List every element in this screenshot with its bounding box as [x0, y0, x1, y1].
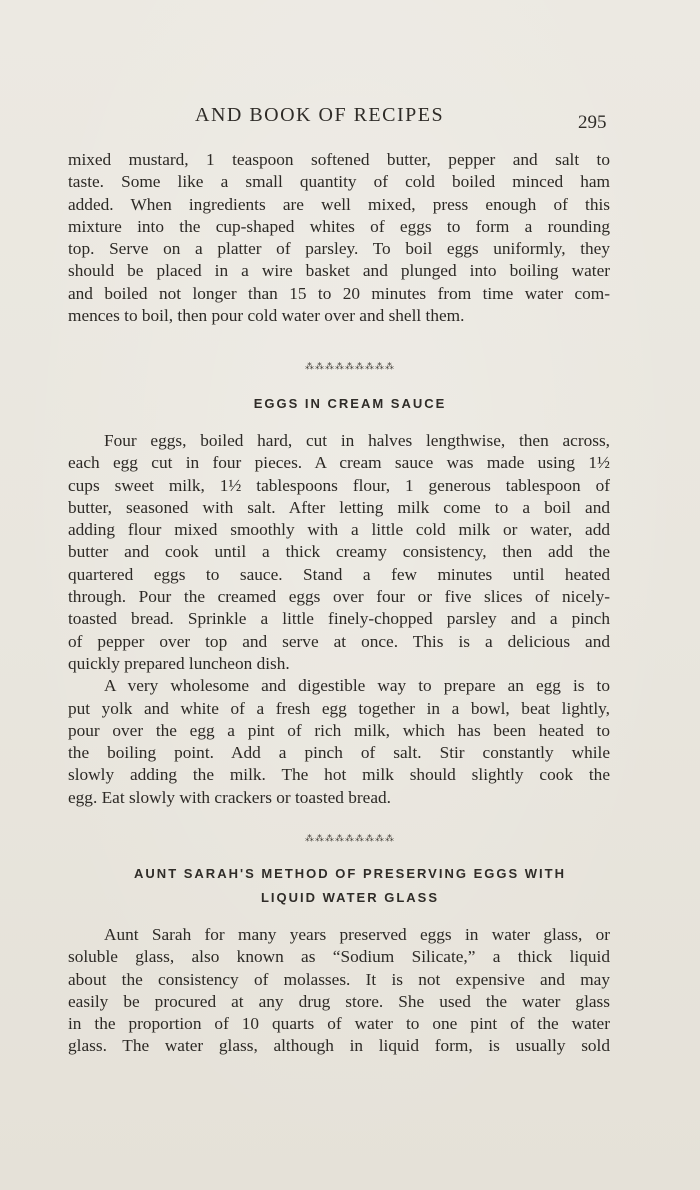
paragraph-continuation	[68, 149, 610, 327]
text-line: soluble glass, also known as “Sodium Silicate,” a thick liquid	[68, 947, 610, 967]
text-line: quickly prepared luncheon dish.	[68, 653, 290, 673]
text-line: added. When ingredients are well mixed, press enough of this	[68, 194, 610, 214]
recipe-eggs-in-cream-sauce	[68, 430, 610, 809]
text-line: about the consistency of molasses. It is not expensive and may	[68, 969, 610, 989]
section-heading-aunt-sarahs-method-line2: LIQUID WATER GLASS	[260, 890, 440, 905]
text-line: should be placed in a wire basket and plunged into boiling water	[68, 261, 610, 281]
page-number: 295	[578, 112, 607, 133]
text-line: Aunt Sarah for many years preserved eggs in water glass, or	[104, 925, 610, 944]
text-line: Four eggs, boiled hard, cut in halves lengthwise, then across,	[104, 431, 610, 450]
section-heading-eggs-in-cream-sauce: EGGS IN CREAM SAUCE	[253, 396, 447, 411]
text-line: the boiling point. Add a pinch of salt. Stir constantly while	[68, 743, 610, 763]
text-line: quartered eggs to sauce. Stand a few minutes until heated	[68, 564, 610, 584]
text-line: through. Pour the creamed eggs over four or five slices of nicely-	[68, 587, 610, 607]
text-line: of pepper over top and serve at once. This is a delicious and	[68, 631, 610, 651]
text-line: glass. The water glass, although in liquid form, is usually sold	[68, 1036, 610, 1056]
section-ornament: ⁂⁂⁂⁂⁂⁂⁂⁂⁂	[305, 362, 395, 372]
text-line: egg. Eat slowly with crackers or toasted bread.	[68, 787, 391, 807]
text-line: each egg cut in four pieces. A cream sauce was made using 1½	[68, 453, 610, 473]
text-line: mixture into the cup-shaped whites of eggs to form a rounding	[68, 216, 610, 236]
text-line: mences to boil, then pour cold water over and shell them.	[68, 306, 465, 326]
text-line: and boiled not longer than 15 to 20 minutes from time water com-	[68, 283, 610, 303]
text-line: taste. Some like a small quantity of cold boiled minced ham	[68, 172, 610, 192]
text-line: adding flour mixed smoothly with a little cold milk or water, add	[68, 520, 610, 540]
text-line: mixed mustard, 1 teaspoon softened butter, pepper and salt to	[68, 150, 610, 169]
section-heading-aunt-sarahs-method: AUNT SARAH'S METHOD OF PRESERVING EGGS WITH	[134, 866, 566, 881]
text-line: cups sweet milk, 1½ tablespoons flour, 1 generous tablespoon of	[68, 475, 610, 495]
text-line: easily be procured at any drug store. She used the water glass	[68, 991, 610, 1011]
text-line: in the proportion of 10 quarts of water to one pint of the water	[68, 1014, 610, 1034]
text-line: put yolk and white of a fresh egg together in a bowl, beat lightly,	[68, 698, 610, 718]
text-line: butter, seasoned with salt. After letting milk come to a boil and	[68, 497, 610, 517]
section-ornament: ⁂⁂⁂⁂⁂⁂⁂⁂⁂	[305, 834, 395, 844]
recipe-preserving-eggs	[68, 924, 610, 1058]
running-title: AND BOOK OF RECIPES	[195, 104, 445, 126]
text-line: slowly adding the milk. The hot milk should slightly cook the	[68, 765, 610, 785]
text-line: toasted bread. Sprinkle a little finely-chopped parsley and a pinch	[68, 609, 610, 629]
text-line: A very wholesome and digestible way to prepare an egg is to	[104, 676, 610, 696]
text-line: top. Serve on a platter of parsley. To boil eggs uniformly, they	[68, 239, 610, 259]
text-line: butter and cook until a thick creamy consistency, then add the	[68, 542, 610, 562]
text-line: pour over the egg a pint of rich milk, which has been heated to	[68, 720, 610, 740]
